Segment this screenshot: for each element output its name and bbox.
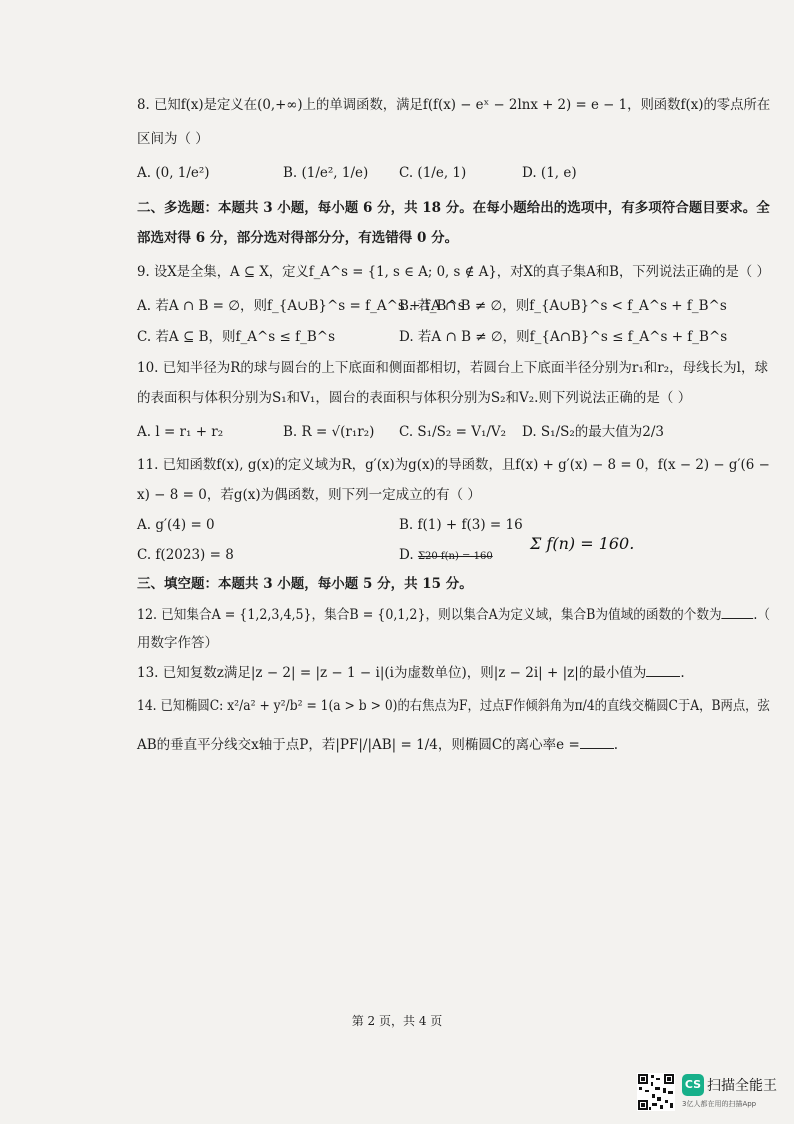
q11-option-a: A. g′(4) = 0 — [137, 517, 215, 533]
q12-end: .（ — [753, 607, 771, 623]
q14-line1: 14. 已知椭圆C: x²/a² + y²/b² = 1(a > b > 0)的右焦点为F，过点F作倾斜角为π/4的直线交椭圆C于A，B两点，弦 — [137, 698, 770, 714]
qr-code-icon — [637, 1073, 675, 1111]
q12-answer-blank[interactable] — [722, 606, 754, 619]
q12-line2: 用数字作答） — [137, 635, 218, 651]
q10-line1: 10. 已知半径为R的球与圆台的上下底面和侧面都相切，若圆台上下底面半径分别为r₁和r₂，母线长为l，球 — [137, 360, 768, 376]
page-footer: 第 2 页，共 4 页 — [351, 1014, 443, 1028]
q14-end: . — [613, 737, 619, 753]
q9-option-a: A. 若A ∩ B = ∅，则f_{A∪B}^s = f_A^s + f_B^s — [137, 298, 465, 314]
q10-line2: 的表面积与体积分别为S₁和V₁，圆台的表面积与体积分别为S₂和V₂.则下列说法正确的是（ ） — [137, 390, 692, 406]
q8-option-c: C. (1/e, 1) — [399, 165, 467, 181]
q10-option-d: D. S₁/S₂的最大值为2/3 — [522, 424, 665, 440]
q9-option-b: B. 若A ∩ B ≠ ∅，则f_{A∪B}^s < f_A^s + f_B^s — [399, 298, 727, 314]
q11-option-c: C. f(2023) = 8 — [137, 547, 234, 563]
q10-option-b: B. R = √(r₁r₂) — [283, 424, 375, 440]
section2-heading: 二、多选题：本题共 3 小题，每小题 6 分，共 18 分。在每小题给出的选项中，有多项符合题目要求。全 — [137, 200, 770, 216]
q9-line1: 9. 设X是全集，A ⊆ X，定义f_A^s = {1, s ∈ A; 0, s ∉ A}，对X的真子集A和B，下列说法正确的是（ ） — [137, 264, 770, 280]
q11-option-d — [399, 546, 493, 566]
q11-option-b: B. f(1) + f(3) = 16 — [399, 517, 523, 533]
q11-line1: 11. 已知函数f(x), g(x)的定义域为R，g′(x)为g(x)的导函数，且f(x) + g′(x) − 8 = 0，f(x − 2) − g′(6 − — [137, 457, 770, 473]
q8-option-d: D. (1, e) — [522, 165, 577, 181]
q14-answer-blank[interactable] — [580, 736, 614, 749]
q13-text: 13. 已知复数z满足|z − 2| = |z − 1 − i|(i为虚数单位)，则|z − 2i| + |z|的最小值为 — [137, 665, 647, 681]
q13-line1 — [137, 664, 685, 682]
q8-option-b: B. (1/e², 1/e) — [283, 165, 369, 181]
q11-option-d-struck: Σ20 f(n) = 160 — [417, 551, 493, 562]
q12-line1 — [137, 606, 770, 624]
q8-line2: 区间为（ ） — [137, 131, 209, 147]
q12-text: 12. 已知集合A = {1,2,3,4,5}，集合B = {0,1,2}，则以集合A为定义域，集合B为值域的函数的个数为 — [137, 607, 722, 623]
q14-text: AB的垂直平分线交x轴于点P，若|PF|/|AB| = 1/4，则椭圆C的离心率e = — [137, 737, 580, 753]
q10-option-a: A. l = r₁ + r₂ — [137, 424, 224, 440]
section2-heading-cont: 部选对得 6 分，部分选对得部分分，有选错得 0 分。 — [137, 230, 459, 246]
q11-option-d-label: D. — [399, 547, 418, 563]
scanner-app-tagline: 3亿人都在用的扫描App — [682, 1100, 757, 1108]
scanner-app-name: 扫描全能王 — [707, 1078, 777, 1094]
scanner-logo-icon: CS — [682, 1074, 704, 1096]
section3-heading: 三、填空题：本题共 3 小题，每小题 5 分，共 15 分。 — [137, 576, 473, 592]
handwritten-correction: Σ f(n) = 160. — [530, 534, 635, 553]
q13-answer-blank[interactable] — [646, 664, 680, 677]
q9-option-c: C. 若A ⊆ B，则f_A^s ≤ f_B^s — [137, 329, 336, 345]
q14-line2 — [137, 736, 618, 754]
q10-option-c: C. S₁/S₂ = V₁/V₂ — [399, 424, 507, 440]
q8-option-a: A. (0, 1/e²) — [137, 165, 210, 181]
q9-option-d: D. 若A ∩ B ≠ ∅，则f_{A∩B}^s ≤ f_A^s + f_B^s — [399, 329, 728, 345]
q11-line2: x) − 8 = 0，若g(x)为偶函数，则下列一定成立的有（ ） — [137, 487, 481, 503]
q8-line1: 8. 已知f(x)是定义在(0,+∞)上的单调函数，满足f(f(x) − eˣ − 2lnx + 2) = e − 1，则函数f(x)的零点所在 — [137, 97, 771, 113]
q13-end: . — [680, 665, 685, 681]
